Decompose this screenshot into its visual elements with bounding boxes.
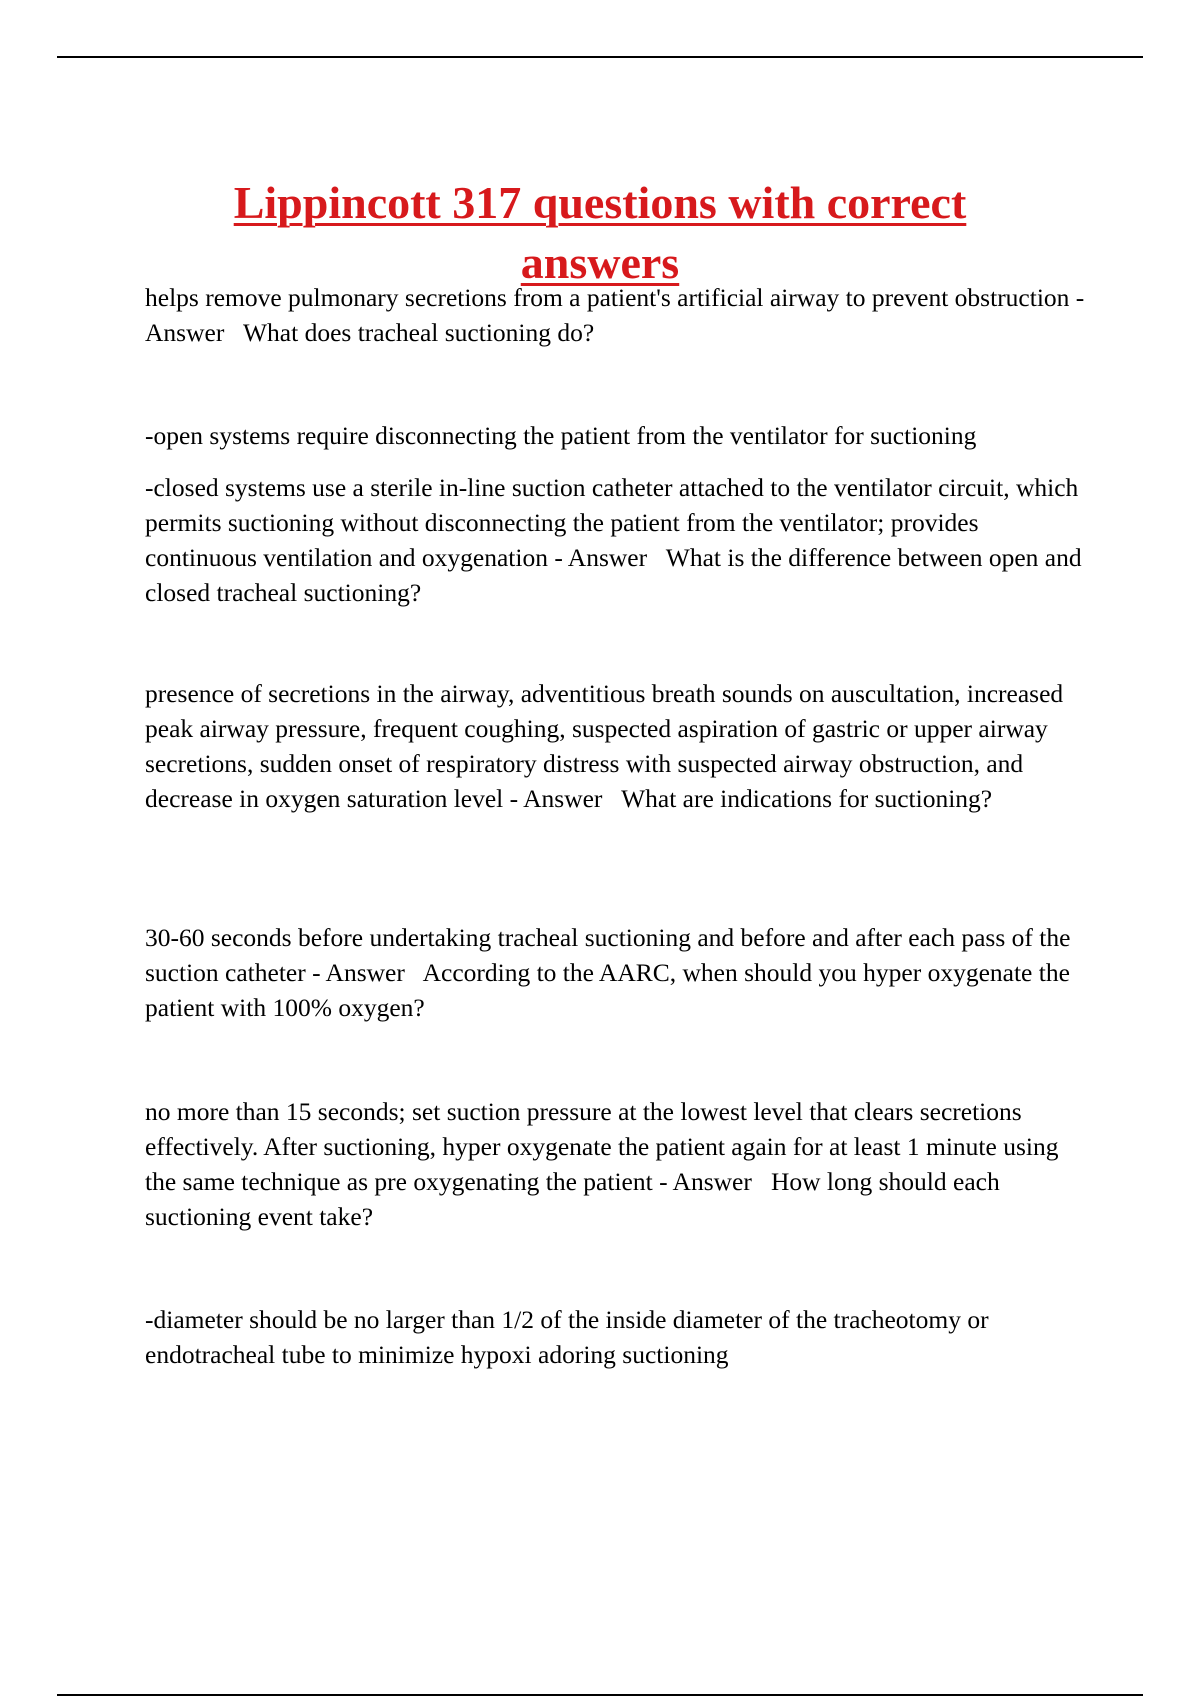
qa-paragraph-1: helps remove pulmonary secretions from a patient's artificial airway to prevent obstruction - Answer What does tracheal suctioning do?	[145, 283, 1090, 347]
qa-paragraph-5: 30-60 seconds before undertaking tracheal suctioning and before and after each pass of the suction catheter - Answer According to the AARC, when should you hyper oxygenate the patient with 100% oxygen?	[145, 923, 1077, 1022]
qa-paragraph-7: -diameter should be no larger than 1/2 of the inside diameter of the tracheotomy or endotracheal tube to minimize hypoxi adoring suctioning	[145, 1305, 995, 1369]
qa-paragraph-2: -open systems require disconnecting the patient from the ventilator for suctioning	[145, 421, 977, 450]
qa-paragraph-3: -closed systems use a sterile in-line suction catheter attached to the ventilator circuit, which permits suctioning without disconnecting the patient from the ventilator; provides continuous ventilation and oxygenation - Answer What is the difference between open and closed tracheal suctioning?	[145, 473, 1089, 607]
document-title	[100, 173, 1100, 293]
qa-paragraph-4: presence of secretions in the airway, adventitious breath sounds on auscultation, increased peak airway pressure, frequent coughing, suspected aspiration of gastric or upper airway secretions, sudden onset of respiratory distress with suspected airway obstruction, and decrease in oxygen saturation level - Answer What are indications for suctioning?	[145, 679, 1070, 813]
title-line-1: Lippincott 317 questions with correct	[233, 176, 967, 228]
qa-paragraph-6: no more than 15 seconds; set suction pressure at the lowest level that clears secretions effectively. After suctioning, hyper oxygenate the patient again for at least 1 minute using the same technique as pre oxygenating the patient - Answer How long should each suctioning event take?	[145, 1097, 1065, 1231]
top-rule	[57, 56, 1143, 58]
bottom-rule	[57, 1694, 1143, 1696]
title-line-2: answers	[520, 236, 680, 288]
